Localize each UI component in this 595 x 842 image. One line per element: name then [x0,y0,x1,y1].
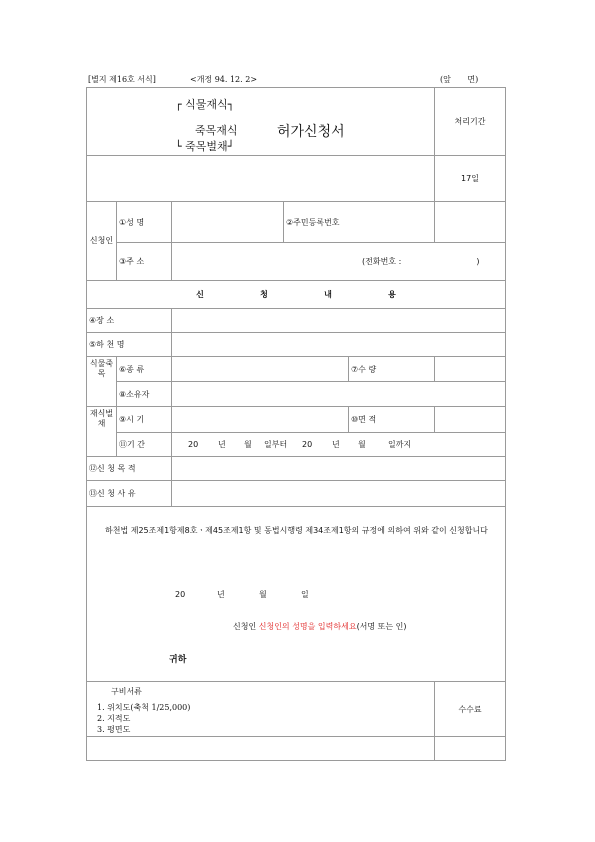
processing-period-value: 17일 [435,156,506,202]
title-line-felling: └ 죽목벌채┘ [175,140,235,153]
applicant-group-label: 신청인 [87,202,117,281]
quantity-label: ⑦수 량 [349,357,435,382]
reason-label: ⑬신 청 사 유 [87,481,172,507]
page-side: (앞 면) [440,75,479,84]
resident-number-input[interactable] [435,202,506,243]
phone-label: (전화번호 : [362,257,402,266]
owner-label: ⑧소유자 [117,382,172,407]
duration-label: ⑪기 간 [117,433,172,457]
area-label: ⑩면 적 [349,407,435,433]
processing-period-label: 처리기간 [435,88,506,156]
time-label: ⑨시 기 [117,407,172,433]
kind-label: ⑥종 류 [117,357,172,382]
duration-input[interactable]: 20 년 월 일부터 20 년 월 일까지 [172,433,506,457]
place-label: ④장 소 [87,309,172,333]
resident-number-label: ②주민등록번호 [284,202,435,243]
purpose-label: ⑫신 청 목 적 [87,457,172,481]
plant-group-label: 식물죽목 [87,357,117,407]
time-input[interactable] [172,407,349,433]
river-label: ⑤하 천 명 [87,333,172,357]
place-input[interactable] [172,309,506,333]
content-heading: 신 청 내 용 [87,281,506,309]
declaration-text: 하천법 제25조제1항제8호ㆍ제45조제1항 및 동법시행령 제34조제1항의 규정에 의하여 위와 같이 신청합니다 [105,526,488,535]
documents-blank [87,737,435,761]
phone-close: ) [476,257,480,266]
kind-input[interactable] [172,357,349,382]
area-input[interactable] [435,407,506,433]
cut-group-label: 재식벌채 [87,407,117,457]
signer-line: 신청인 신청인의 성명을 입력하세요(서명 또는 인) [233,622,407,631]
title-line-bamboo: 죽목재식 [195,124,238,137]
signer-name-input[interactable]: 신청인의 성명을 입력하세요 [258,622,357,631]
documents-list: 1. 위치도(축척 1/25,000) 2. 지적도 3. 평면도 [97,703,191,734]
page-title: 허가신청서 [277,124,345,140]
name-label: ①성 명 [117,202,172,243]
fee-label: 수수료 [435,682,506,737]
declaration-cell [87,507,506,682]
title-line-plant: ┌ 식물재식┐ [175,98,235,111]
river-input[interactable] [172,333,506,357]
required-documents [87,682,435,737]
address-label: ③주 소 [117,243,172,281]
quantity-input[interactable] [435,357,506,382]
purpose-input[interactable] [172,457,506,481]
declaration-date: 20 년 월 일 [175,590,309,599]
title-cell [87,88,435,156]
application-form [86,87,506,761]
revision-date: <개정 94. 12. 2> [190,75,258,84]
name-input[interactable] [172,202,284,243]
addressee: 귀하 [169,655,187,665]
blank-row [87,156,435,202]
address-input[interactable] [172,243,506,281]
owner-input[interactable] [172,382,506,407]
form-number: [별지 제16호 서식] [88,75,156,84]
documents-title: 구비서류 [111,687,142,696]
fee-input[interactable] [435,737,506,761]
reason-input[interactable] [172,481,506,507]
